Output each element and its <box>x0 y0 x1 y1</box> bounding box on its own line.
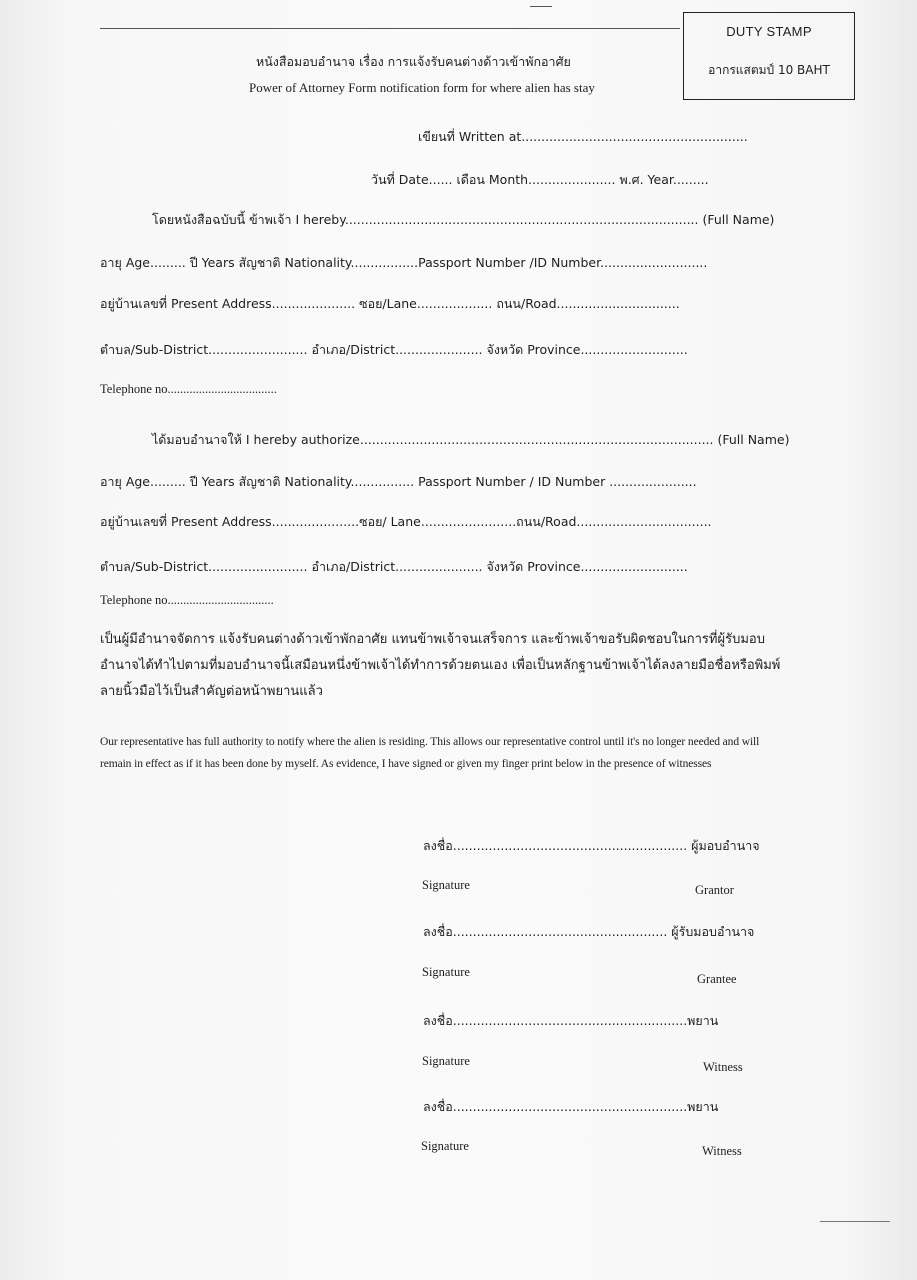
signature-line-grantee: ลงชื่อ...................................................... ผู้รับมอบอำนาจ <box>423 924 755 939</box>
stamp-subtitle: อากรแสตมป์ 10 BAHT <box>708 63 830 77</box>
signature-label-grantor: Signature <box>422 878 470 892</box>
grantor-age-line: อายุ Age......... ปี Years สัญชาติ Nationality.................Passport Number /ID Number........................... <box>100 255 708 270</box>
grantee-name-line: ได้มอบอำนาจให้ I hereby authorize......................................................................................... (Full Name) <box>152 432 790 447</box>
scan-mark-bottom <box>820 1221 890 1222</box>
statement-thai: เป็นผู้มีอำนาจจัดการ แจ้งรับคนต่างด้าวเข้าพักอาศัย แทนข้าพเจ้าจนเสร็จการ และข้าพเจ้าขอรับผิดชอบในการที่ผู้รับมอบอำนาจได้ทำไปตามที่มอบอำนาจนี้เสมือนหนึ่งข้าพเจ้าได้ทำการด้วยตนเอง เพื่อเป็นหลักฐานข้าพเจ้าได้ลงลายมือชื่อหรือพิมพ์ลายนิ้วมือไว้เป็นสำคัญต่อหน้าพยานแล้ว <box>100 632 781 699</box>
signature-line-witness-1: ลงชื่อ...........................................................พยาน <box>423 1013 719 1028</box>
role-witness-2: Witness <box>702 1144 742 1158</box>
title-english: Power of Attorney Form notification form for where alien has stay <box>249 80 595 95</box>
statement-english: Our representative has full authority to notify where the alien is residing. This allows our representative control until it's no longer needed and will remain in effect as if it has been done by myself. As evidence, I have signed or given my finger print below in the presence of witnesses <box>100 736 760 770</box>
scan-mark <box>530 6 552 7</box>
signature-line-grantor: ลงชื่อ........................................................... ผู้มอบอำนาจ <box>423 838 760 853</box>
title-thai: หนังสือมอบอำนาจ เรื่อง การแจ้งรับคนต่างด้าวเข้าพักอาศัย <box>256 54 571 69</box>
grantee-district-line: ตำบล/Sub-District......................... อำเภอ/District...................... จังหวัด Province........................... <box>100 559 688 574</box>
grantee-telephone-line: Telephone no.................................. <box>100 593 274 607</box>
signature-label-witness-2: Signature <box>421 1139 469 1153</box>
grantee-address-line: อยู่บ้านเลขที่ Present Address......................ซอย/ Lane........................ถนน/Road.................................. <box>100 514 712 529</box>
grantor-name-line: โดยหนังสือฉบับนี้ ข้าพเจ้า I hereby......................................................................................... (Full Name) <box>152 212 775 227</box>
grantor-telephone-line: Telephone no................................... <box>100 382 277 396</box>
signature-label-grantee: Signature <box>422 965 470 979</box>
stamp-title: DUTY STAMP <box>726 24 812 39</box>
grantor-address-line: อยู่บ้านเลขที่ Present Address..................... ซอย/Lane................... ถนน/Road............................... <box>100 296 680 311</box>
role-witness-1: Witness <box>703 1060 743 1074</box>
written-at-line: เขียนที่ Written at......................................................... <box>418 129 748 144</box>
date-line: วันที่ Date...... เดือน Month...................... พ.ศ. Year......... <box>371 172 709 187</box>
grantee-age-line: อายุ Age......... ปี Years สัญชาติ Nationality................ Passport Number / ID Number ...................... <box>100 474 697 489</box>
role-grantor: Grantor <box>695 883 734 897</box>
duty-stamp-box <box>683 12 855 100</box>
role-grantee: Grantee <box>697 972 737 986</box>
grantor-district-line: ตำบล/Sub-District......................... อำเภอ/District...................... จังหวัด Province........................... <box>100 342 688 357</box>
signature-line-witness-2: ลงชื่อ...........................................................พยาน <box>423 1099 719 1114</box>
signature-label-witness-1: Signature <box>422 1054 470 1068</box>
top-rule <box>100 28 680 29</box>
